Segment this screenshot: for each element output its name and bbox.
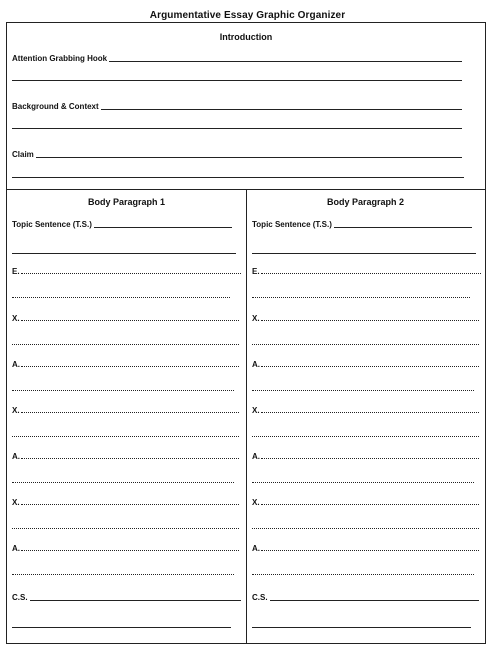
dotted-line	[261, 458, 479, 459]
bp2-row-a2-continuation[interactable]	[252, 482, 474, 483]
background-label: Background & Context	[12, 102, 99, 111]
bp2-row-a3-continuation[interactable]	[252, 574, 474, 575]
bp1-row-x3-continuation[interactable]	[12, 528, 239, 529]
bp1-topic-underline	[94, 227, 232, 228]
bp1-row-x2[interactable]	[12, 405, 239, 415]
bp2-conclusion-line[interactable]	[252, 593, 479, 602]
bp2-row-x1-label: X.	[252, 314, 260, 323]
bp1-row-x3[interactable]	[12, 497, 239, 507]
hook-underline	[109, 61, 462, 62]
bp1-row-a3-label: A.	[12, 544, 20, 553]
bp2-row-a3[interactable]	[252, 543, 479, 553]
bp2-row-x2[interactable]	[252, 405, 479, 415]
bp1-row-a3-continuation[interactable]	[12, 574, 234, 575]
claim-underline	[36, 157, 462, 158]
column-divider	[246, 190, 247, 644]
bp1-row-x1-continuation[interactable]	[12, 344, 239, 345]
bp2-conclusion-underline	[270, 600, 479, 601]
dotted-line	[261, 366, 479, 367]
bp1-row-a2[interactable]	[12, 451, 239, 461]
dotted-line	[261, 550, 479, 551]
bp2-row-x1[interactable]	[252, 313, 479, 323]
bp1-conclusion-line[interactable]	[12, 593, 241, 602]
bp2-row-a1-continuation[interactable]	[252, 390, 474, 391]
bp1-conclusion-underline	[30, 600, 241, 601]
dotted-line	[21, 458, 239, 459]
dotted-line	[21, 320, 239, 321]
dotted-line	[261, 504, 479, 505]
dotted-line	[261, 412, 479, 413]
body-paragraph-2-heading: Body Paragraph 2	[326, 197, 405, 207]
dotted-line	[21, 412, 239, 413]
bp1-row-x1[interactable]	[12, 313, 239, 323]
bp2-row-e-continuation[interactable]	[252, 297, 470, 298]
bp2-conclusion-label: C.S.	[252, 593, 268, 602]
bp2-row-a2[interactable]	[252, 451, 479, 461]
background-underline	[101, 109, 462, 110]
bp2-row-x2-continuation[interactable]	[252, 436, 479, 437]
bp1-row-x1-label: X.	[12, 314, 20, 323]
introduction-section	[7, 23, 485, 190]
bp1-row-e[interactable]	[12, 266, 241, 276]
bp2-row-x1-continuation[interactable]	[252, 344, 479, 345]
background-continuation-line[interactable]	[12, 128, 462, 129]
bp1-row-a1[interactable]	[12, 359, 239, 369]
bp2-row-x3[interactable]	[252, 497, 479, 507]
bp2-row-x2-label: X.	[252, 406, 260, 415]
bp1-conclusion-label: C.S.	[12, 593, 28, 602]
dotted-line	[21, 273, 241, 274]
organizer-frame	[6, 22, 486, 644]
bp2-row-x3-continuation[interactable]	[252, 528, 479, 529]
bp1-row-x2-label: X.	[12, 406, 20, 415]
bp2-topic-line[interactable]	[252, 220, 472, 229]
dotted-line	[21, 504, 239, 505]
bp1-conclusion-continuation[interactable]	[12, 627, 231, 628]
bp1-topic-label: Topic Sentence (T.S.)	[12, 220, 92, 229]
dotted-line	[21, 550, 239, 551]
bp1-row-e-continuation[interactable]	[12, 297, 230, 298]
bp2-row-e-label: E.	[252, 267, 260, 276]
body-paragraph-1-heading: Body Paragraph 1	[87, 197, 166, 207]
background-line[interactable]	[12, 102, 462, 111]
bp1-row-x2-continuation[interactable]	[12, 436, 239, 437]
bp2-row-a2-label: A.	[252, 452, 260, 461]
bp2-row-a3-label: A.	[252, 544, 260, 553]
claim-line[interactable]	[12, 150, 462, 159]
bp2-row-e[interactable]	[252, 266, 481, 276]
bp2-row-a1[interactable]	[252, 359, 479, 369]
bp1-topic-line[interactable]	[12, 220, 232, 229]
dotted-line	[21, 366, 239, 367]
bp1-row-a1-label: A.	[12, 360, 20, 369]
bp1-topic-continuation[interactable]	[12, 253, 236, 254]
hook-continuation-line[interactable]	[12, 80, 462, 81]
hook-line[interactable]	[12, 54, 462, 63]
introduction-heading: Introduction	[219, 32, 273, 42]
document-title: Argumentative Essay Graphic Organizer	[149, 10, 346, 21]
bp1-row-a1-continuation[interactable]	[12, 390, 234, 391]
hook-label: Attention Grabbing Hook	[12, 54, 108, 63]
bp2-conclusion-continuation[interactable]	[252, 627, 471, 628]
claim-continuation-line[interactable]	[12, 177, 464, 178]
bp1-row-e-label: E.	[12, 267, 20, 276]
dotted-line	[261, 320, 479, 321]
bp2-row-x3-label: X.	[252, 498, 260, 507]
bp1-row-a2-continuation[interactable]	[12, 482, 234, 483]
bp2-topic-underline	[334, 227, 472, 228]
dotted-line	[261, 273, 481, 274]
bp2-row-a1-label: A.	[252, 360, 260, 369]
bp1-row-x3-label: X.	[12, 498, 20, 507]
bp2-topic-label: Topic Sentence (T.S.)	[252, 220, 332, 229]
bp1-row-a2-label: A.	[12, 452, 20, 461]
bp1-row-a3[interactable]	[12, 543, 239, 553]
bp2-topic-continuation[interactable]	[252, 253, 476, 254]
claim-label: Claim	[12, 150, 34, 159]
